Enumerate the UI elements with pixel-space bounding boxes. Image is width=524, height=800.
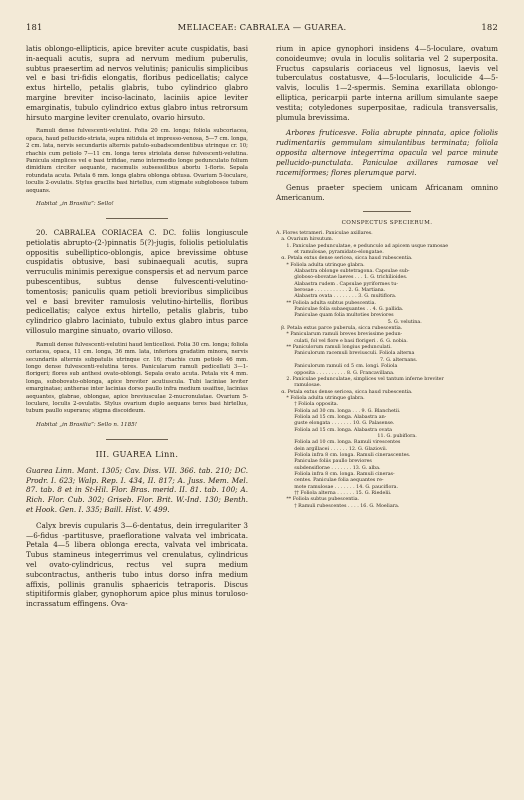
key-line: †† Foliola alterna . . . . . . 15. G. Riedelii.	[294, 491, 392, 497]
key-line: Paniculorum racemuli breviusculi. Foliola alterna	[294, 351, 415, 357]
diagnosis-continued: latis oblongo-ellipticis, apice breviter acute cuspidatis, basi in-aequali acutis, supra ad nervum medium puberulis, subtus praesertim ad nervos velutinis; paniculis simplicibus vel e basi tri-fidis elongatis, floribus pedicellatis; calyce extus hirtello, petalis glabris, tubo cylindrico glabro margine breviter inciso-lacinato, laciniis apice leviter emarginatis, tubulo cylindrico extus glabro intus retrorsum hirsuto margine leviter crenulato, ovario hirsuto.	[26, 44, 248, 122]
key-line: β. Petala extus parce puberula, sicca rubescentia.	[281, 326, 403, 332]
key-line: a. Ovarium hirsutum.	[281, 237, 334, 243]
key-line: A. Flores tetrameri. Paniculae axillares.	[276, 230, 373, 236]
running-title: MELIACEAE: CABRALEA — GUAREA.	[177, 22, 347, 32]
key-line: globoso-obovatae laeves . . . 1. G. trichilioides.	[294, 275, 408, 281]
divider	[106, 439, 168, 440]
description-cabralea-coriacea: Ramuli dense fulvescenti-velutini haud lenticellosi. Folia 30 cm. longa; foliola coriacea, opaca, 11 cm. longa, 36 mm. lata, inferiora gradatim minora, nervis secundariis alternis subpatulis utrinque cr. 16; rhachis cum petiolo 46 mm. longo dense fulvescenti-velutina teres. Panicularum ramuli pedicellati 3—1-florigeri; flores sub anthesi ovato-oblongi. Sepala ovato acuta. Petala vix 4 mm. longa, subobovato-oblonga, apice breviter acutiuscula. Tubi laciniae leviter emarginatae; antherae inter lacinias dorso paullo infra medium usaifixe, lacinias aequantes, glabrae, oblongae, apice breviusculae 2-mucronulatae. Ovarium 5-loculare, loculis 2-ovulatis. Stylus ovarium duplo aequans teres basi hirtellus, tubum paullo superans; stigma discoideum.	[26, 341, 248, 415]
key-line: et ramulosae, pyramidato-elongatae.	[294, 249, 384, 255]
conspectus-title: CONSPECTUS SPECIERUM.	[341, 219, 433, 226]
right-column	[276, 44, 498, 786]
key-line: ** Foliola subtus pubescentia.	[286, 497, 360, 503]
key-line: * Foliola adulta utrinque glabra.	[286, 395, 365, 401]
key-line: Foliola ad 15 cm. longa. Alabastra an-	[294, 414, 387, 420]
key-line: 2. Paniculae pedunculatae, simplices vel tantum inferne breviter	[286, 376, 444, 382]
key-line: α. Petala extus dense sericea, sicca haud rubescentia.	[281, 389, 413, 395]
key-line: * Panicularum ramuli breves brevissime pedun-	[286, 332, 403, 338]
left-column	[26, 44, 248, 786]
species-key	[276, 231, 498, 510]
habitat-cabralea-coriacea: Habitat „in Brasilia”: Sello n. 1185!	[36, 421, 137, 428]
key-line: * Foliola adulta utrinque glabra.	[286, 262, 365, 268]
key-line: Paniculae quam folia multoties breviores	[294, 313, 394, 319]
genus-habit: Arbores fruticesve. Folia abrupte pinnata, apice foliolis rudimentariis gemmulam simulantibus terminata; foliola opposita alternove integerrima opacula vel parce minute pellucido-punctulata. Paniculae axillares ramosae vel racemiformes; flores plerumque parvi.	[276, 128, 498, 177]
divider	[363, 211, 411, 212]
key-line: 1. Paniculae pedunculatae, e pedunculo ad apicem usque ramosae	[286, 243, 449, 249]
key-line: centes. Paniculae folia aequantes re-	[294, 478, 384, 484]
key-line: Foliola infra 8 cm. longa. Ramuli cineras-	[294, 472, 395, 478]
habitat-species-19: Habitat „in Brasilia”: Sello!	[36, 201, 114, 208]
key-line: culati, fol vel flore e basi florigeri . 6. G. nobia.	[294, 338, 408, 344]
genus-description: Calyx brevis cupularis 3—6-dentatus, dein irregulariter 3—6-fidus -partitusve, praefloratione valvata vel imbricata. Petala 4—5 libera oblonga erecta, valvata vel imbricata. Tubus stamineus integerrimus vel crenulatus, cylindricus vel ovato-cylindricus, rectus vel supra medium subcontractus, antheris tubo intus dorso infra medium affixis, pollinis granulis sphaericis tetraporis. Discus stipitiformis glaber, gynophorum apice plus minus toruloso-incrassatum effingens. Ova-	[26, 520, 248, 609]
genus-references: Guarea Linn. Mant. 1305; Cav. Diss. VII. 366. tab. 210; DC. Prodr. I. 623; Walp. Rep. I. 434, II. 817; A. Juss. Mem. Mel. 87. tab. 8 et in St-Hil. Flor. Bras. merid. II. 81. tab. 100; A. Rich. Flor. Cub. 302; Griseb. Flor. Brit. W.-Ind. 130; Benth. et Hook. Gen. I. 335; Baill. Hist. V. 499.	[26, 465, 248, 515]
key-line: Foliola ad 10 cm. longa. Ramuli virescentes	[294, 440, 401, 446]
key-line: 7. G. alternans.	[380, 357, 418, 363]
key-line: dein argillacei . . . . . . 12. G. Glaziovii.	[294, 446, 388, 452]
key-line: Alabastra ovata . . . . . . . . 3. G. multiflora.	[294, 294, 397, 300]
key-line: opposita . . . . . . . . . . 8. G. Francavillana.	[294, 370, 395, 376]
page-header	[26, 22, 498, 36]
key-line: 5. G. velutina.	[387, 319, 422, 325]
key-line: guste elongata . . . . . . . 10. G. Palasense.	[294, 421, 395, 427]
key-line: Paniculorum ramuli cd 5 cm. longi. Foliola	[294, 364, 398, 370]
key-line: berosae . . . . . . . . . . . 2. G. Martiana.	[294, 288, 386, 294]
key-line: Alabastra oblonge subtetragona. Capsulae sub-	[294, 269, 410, 275]
key-line: 11. G. pubiflora.	[377, 433, 417, 439]
key-line: † Foliola opposita.	[294, 402, 339, 408]
diagnosis-cabralea-coriacea: 20. CABRALEA CORIACEA C. DC. foliis longiuscule petiolatis abrupto-(2-)pinnatis 5(?)-jugis, foliolis petiolulatis oppositis subelliptico-oblongis, apice brevissime obtuse cuspidatis obtusive, basi subinaequali acutis, supra verruculis minimis perexigue conspersis et ad nervum parce pubescentibus, subtus dense fulvescenti-velutino-tomentosis; paniculis quam petioli brevioribus simplicibus vel e basi breviter ramulosis velutino-hirtellis, floribus pedicellatis; calyce extus hirtello, petalis glabris, tubo cylindrico glabro laciniato, tubulo extus glabro intus parce villosulo margine sinuato, ovario villoso.	[26, 228, 248, 335]
description-species-19: Ramuli dense fulvescenti-velutini. Folia 20 cm. longa; foliola subcoriacea, opaca, haud pellucido-striata, supra nitidula et impresso-venosa, 5—7 cm. longa, 2 cm. lata, nervis secundariis alternis patulo-subadscendentibus utrinque cr. 10; rhachis cum petiolo 7—11 cm. longa teres striolata dense fulvescenti-velutina. Panicula simplices vel e basi trifidae, ramo intermedio longe pedunculato folium dimidium circiter aequante, racemulis subsessilibus abortu 1-floris. Sepala rotundata acuta. Petala 6 mm. longa glabra oblonga obtusa. Ovarium 5-loculare, loculis 2-ovulatis. Stylus gracilis basi hirtellus, cum stigmate subglobosos tubum aequans.	[26, 128, 248, 194]
genus-heading: III. GUAREA Linn.	[95, 448, 179, 459]
key-line: ** Paniculorum ramuli longius pedunculati.	[286, 345, 392, 351]
key-line: † Ramuli rubescentes . . . . 16. G. Moeliara.	[294, 503, 400, 509]
key-line: mote ramulosae . . . . . . . 14. G. pauciflora.	[294, 484, 399, 490]
key-line: Alabastra rudem . Capsulae pyriformes tu-	[294, 281, 398, 287]
key-line: α. Petala extus dense sericea, sicca haud rubescentia.	[281, 256, 413, 262]
key-line: Paniculae foliis paullo breviores	[294, 459, 372, 465]
key-line: Foliola ad 15 cm. longa. Alabastra ovata	[294, 427, 392, 433]
page-number-left: 181	[26, 22, 43, 32]
divider	[106, 218, 168, 219]
key-line: Foliola infra 8 cm. longa. Ramuli cinerascentes.	[294, 452, 411, 458]
key-line: ramulosae.	[294, 383, 322, 389]
key-line: subdensiflorae . . . . . . . 13. G. alba.	[294, 465, 381, 471]
genus-distribution: Genus praeter speciem unicam Africanam omnino Americanum.	[276, 183, 498, 203]
key-line: Paniculae folia subaequantes . . 4. G. pallida.	[294, 307, 404, 313]
key-line: ** Foliola adulta subtus pubescentia.	[286, 300, 377, 306]
genus-description-continued: rium in apice gynophori insidens 4—5-loculare, ovatum conoideumve; ovula in loculis solitaria vel 2 superposita. Fructus capsularis coriaceus vel lignosus, laevis vel tuberculatus costatusve, 4—5-locularis, loculicide 4—5-valvis, loculis 1—2-spermis. Semina exarillata oblongo-elliptica, pericarpii parte interna arillum simulante saepe vestita; cotyledones superpositae, radicula transversalis, plumula brevissima.	[276, 44, 498, 122]
page-number-right: 182	[481, 22, 498, 32]
key-line: Foliola ad 30 cm. longa . . . 9. G. Blanchetii.	[294, 408, 401, 414]
